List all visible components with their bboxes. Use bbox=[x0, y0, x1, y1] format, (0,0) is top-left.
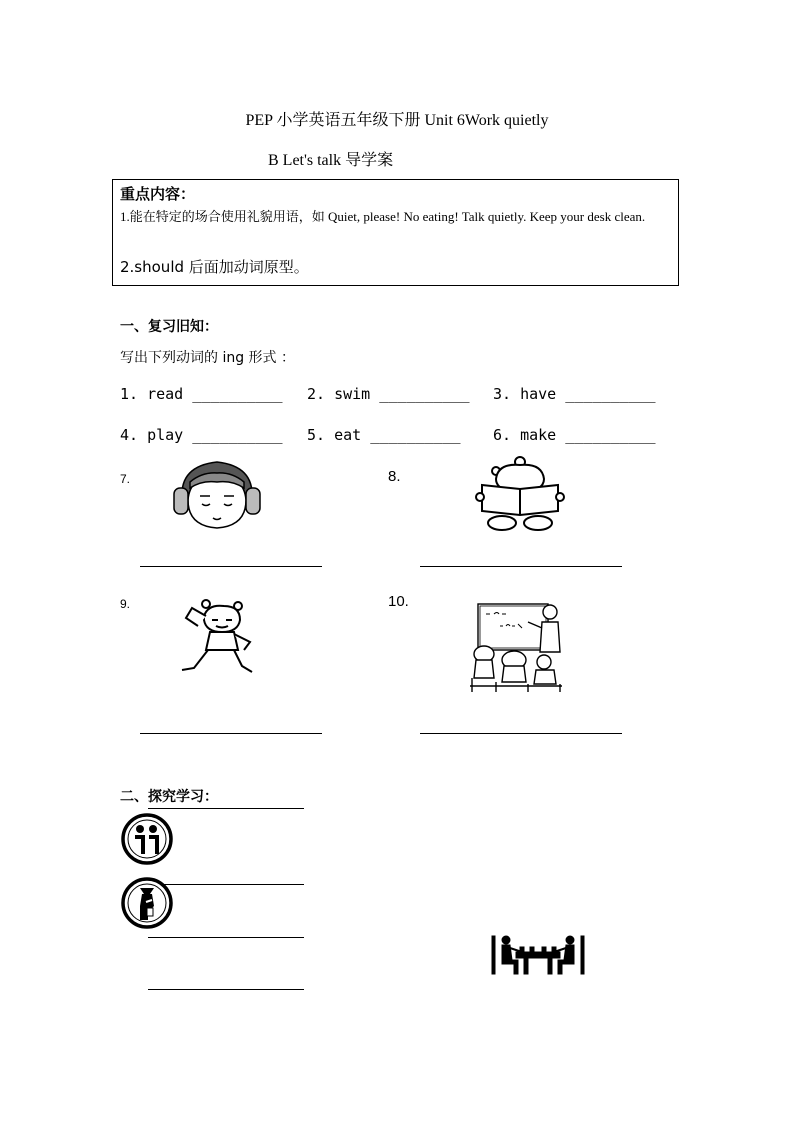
people-at-table-icon bbox=[490, 934, 586, 974]
exercise-item: 4. play __________ bbox=[120, 426, 283, 444]
exercise-item: 2. swim __________ bbox=[307, 385, 470, 403]
picture-item-number: 10. bbox=[388, 593, 409, 610]
girl-with-headphones-icon bbox=[172, 458, 262, 530]
key-points-heading: 重点内容： bbox=[120, 185, 196, 203]
section2-heading: 二、探究学习： bbox=[120, 789, 218, 805]
answer-line[interactable] bbox=[140, 566, 322, 567]
answer-line[interactable] bbox=[420, 733, 622, 734]
answer-blank[interactable]: __________ bbox=[370, 426, 461, 444]
page-title: PEP 小学英语五年级下册 Unit 6Work quietly bbox=[245, 112, 549, 129]
picture-item-number: 8. bbox=[388, 468, 401, 485]
exercise-item: 6. make __________ bbox=[493, 426, 656, 444]
answer-line[interactable] bbox=[148, 937, 304, 938]
no-eating-sign-icon bbox=[120, 876, 174, 930]
exercise-item: 5. eat __________ bbox=[307, 426, 461, 444]
answer-blank[interactable]: __________ bbox=[565, 385, 656, 403]
answer-line[interactable] bbox=[140, 733, 322, 734]
exercise-item: 3. have __________ bbox=[493, 385, 656, 403]
key-point-1: 1.能在特定的场合使用礼貌用语，如 Quiet, please! No eating! Talk quietly. Keep your desk clean. bbox=[120, 209, 646, 224]
talk-quietly-sign-icon bbox=[120, 812, 174, 866]
section1-heading: 一、复习旧知： bbox=[120, 319, 218, 335]
key-point-2: 2.should 后面加动词原型。 bbox=[120, 258, 309, 276]
answer-line[interactable] bbox=[420, 566, 622, 567]
answer-line[interactable] bbox=[148, 808, 304, 809]
section1-instruction: 写出下列动词的 ing 形式 ： bbox=[120, 350, 295, 366]
answer-blank[interactable]: __________ bbox=[192, 385, 283, 403]
exercise-item: 1. read __________ bbox=[120, 385, 283, 403]
girl-doing-exercise-icon bbox=[178, 598, 258, 678]
page-subtitle: B Let's talk 导学案 bbox=[268, 152, 394, 169]
girl-reading-book-icon bbox=[474, 455, 566, 533]
key-points-box bbox=[112, 179, 679, 286]
classroom-teacher-students-icon bbox=[466, 600, 566, 692]
answer-line[interactable] bbox=[148, 989, 304, 990]
picture-item-number: 9. bbox=[120, 597, 131, 611]
answer-blank[interactable]: __________ bbox=[379, 385, 470, 403]
picture-item-number: 7. bbox=[120, 472, 131, 486]
answer-blank[interactable]: __________ bbox=[192, 426, 283, 444]
answer-blank[interactable]: __________ bbox=[565, 426, 656, 444]
